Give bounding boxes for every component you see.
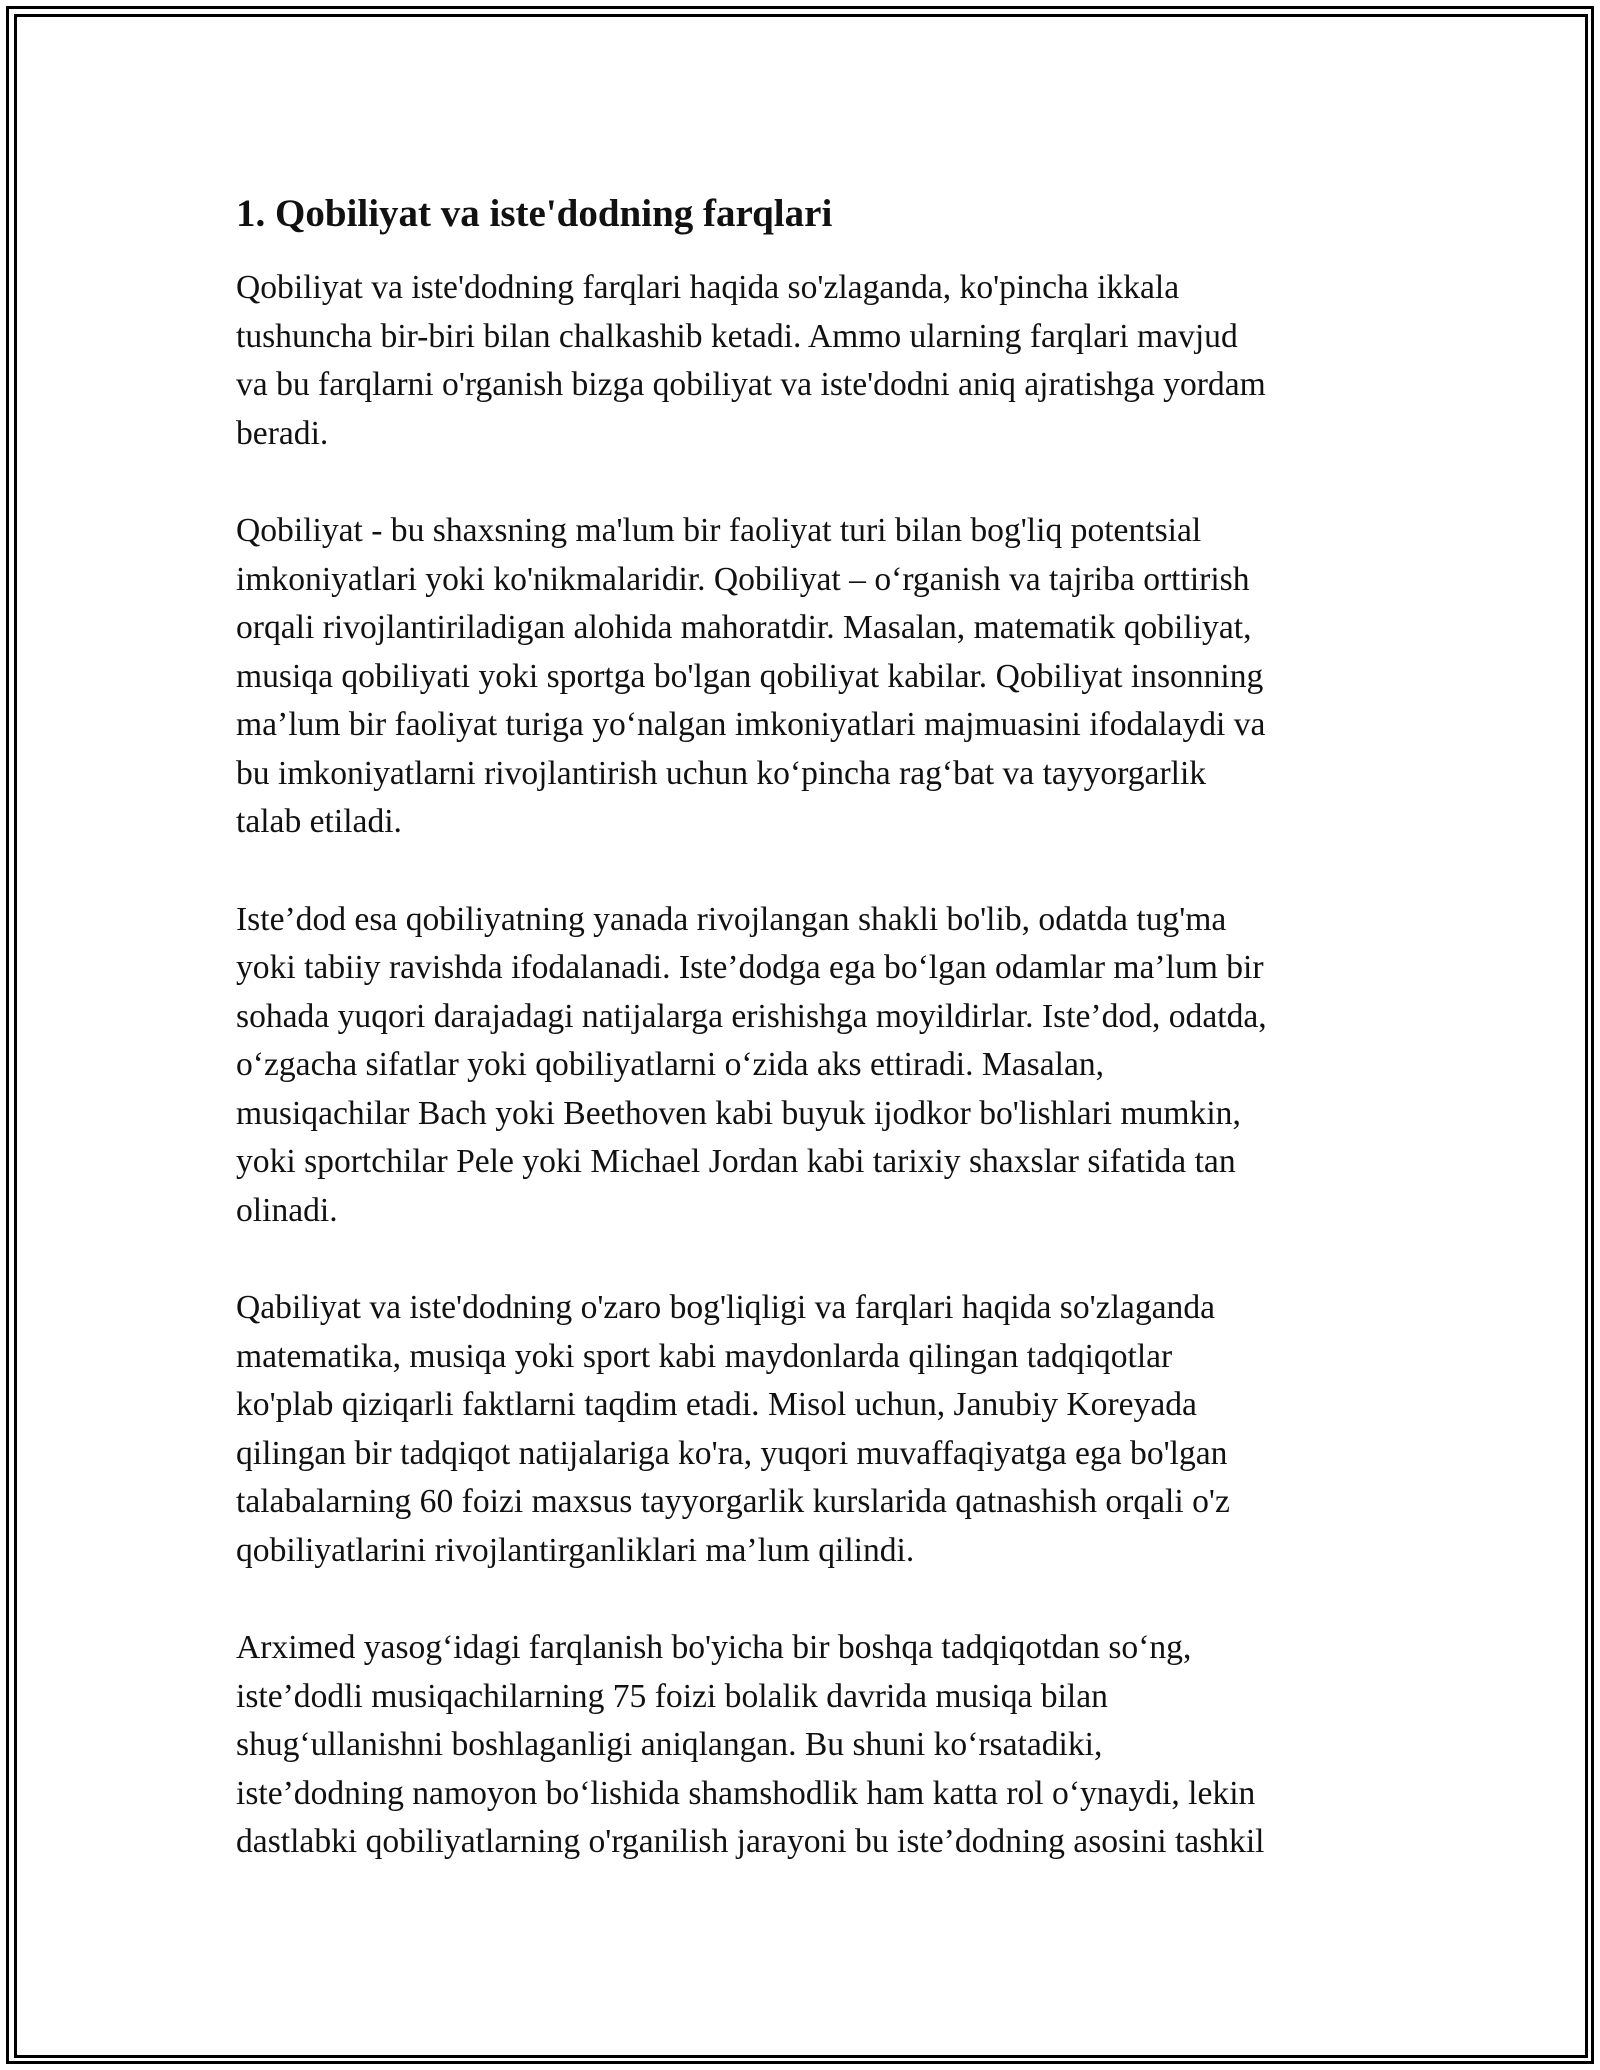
text-line: musiqachilar Bach yoki Beethoven kabi buyuk ijodkor bo'lishlari mumkin, <box>236 1094 1241 1132</box>
text-line: shug‘ullanishni boshlaganligi aniqlangan. Bu shuni ko‘rsatadiki, <box>236 1726 1103 1763</box>
text-line: iste’dodning namoyon bo‘lishida shamshodlik ham katta rol o‘ynaydi, lekin <box>236 1774 1256 1812</box>
text-line: va bu farqlarni o'rganish bizga qobiliyat va iste'dodni aniq ajratishga yordam <box>236 366 1266 403</box>
text-line: beradi. <box>236 414 329 452</box>
section-heading: 1. Qobiliyat va iste'dodning farqlari <box>236 192 833 235</box>
text-line: Arximed yasog‘idagi farqlanish bo'yicha bir boshqa tadqiqotdan so‘ng, <box>236 1629 1192 1666</box>
text-line: yoki tabiiy ravishda ifodalanadi. Iste’dodga ega bo‘lgan odamlar ma’lum bir <box>236 949 1264 986</box>
text-line: Qabiliyat va iste'dodning o'zaro bog'liqligi va farqlari haqida so'zlaganda <box>236 1289 1216 1326</box>
text-line: bu imkoniyatlarni rivojlantirish uchun ko‘pincha rag‘bat va tayyorgarlik <box>236 754 1207 792</box>
text-line: ma’lum bir faoliyat turiga yo‘nalgan imkoniyatlari majmuasini ifodalaydi va <box>236 706 1266 743</box>
text-line: Iste’dod esa qobiliyatning yanada rivojlangan shakli bo'lib, odatda tug'ma <box>236 900 1227 938</box>
text-line: qobiliyatlarini rivojlantirganliklari ma’lum qilindi. <box>236 1531 915 1569</box>
text-line: iste’dodli musiqachilarning 75 foizi bolalik davrida musiqa bilan <box>236 1677 1108 1715</box>
text-line: qilingan bir tadqiqot natijalariga ko'ra, yuqori muvaffaqiyatga ega bo'lgan <box>236 1434 1228 1472</box>
text-line: o‘zgacha sifatlar yoki qobiliyatlarni o‘zida aks ettiradi. Masalan, <box>236 1046 1105 1083</box>
text-line: imkoniyatlari yoki ko'nikmalaridir. Qobiliyat – o‘rganish va tajriba orttirish <box>236 560 1250 598</box>
text-line: sohada yuqori darajadagi natijalarga erishishga moyildirlar. Iste’dod, odatda, <box>236 997 1267 1035</box>
text-line: talabalarning 60 foizi maxsus tayyorgarlik kurslarida qatnashish orqali o'z <box>236 1483 1230 1520</box>
text-line: tushuncha bir-biri bilan chalkashib ketadi. Ammo ularning farqlari mavjud <box>236 317 1238 355</box>
text-line: olinadi. <box>236 1191 338 1229</box>
text-line: Qobiliyat - bu shaxsning ma'lum bir faoliyat turi bilan bog'liq potentsial <box>236 512 1202 549</box>
text-line: matematika, musiqa yoki sport kabi maydonlarda qilingan tadqiqotlar <box>236 1337 1173 1375</box>
paragraph-2 <box>236 507 1376 847</box>
text-line: dastlabki qobiliyatlarning o'rganilish jarayoni bu iste’dodning asosini tashkil <box>236 1823 1265 1860</box>
paragraph-5 <box>236 1624 1376 1867</box>
text-line: ko'plab qiziqarli faktlarni taqdim etadi. Misol uchun, Janubiy Koreyada <box>236 1386 1197 1423</box>
text-line: musiqa qobiliyati yoki sportga bo'lgan qobiliyat kabilar. Qobiliyat insonning <box>236 657 1264 695</box>
text-line: Qobiliyat va iste'dodning farqlari haqida so'zlaganda, ko'pincha ikkala <box>236 269 1180 306</box>
text-line: yoki sportchilar Pele yoki Michael Jordan kabi tarixiy shaxslar sifatida tan <box>236 1143 1236 1180</box>
text-line: talab etiladi. <box>236 803 402 840</box>
document-body <box>236 186 1376 1916</box>
paragraph-1 <box>236 264 1376 458</box>
paragraph-3 <box>236 896 1376 1236</box>
text-line: orqali rivojlantiriladigan alohida mahoratdir. Masalan, matematik qobiliyat, <box>236 609 1252 646</box>
paragraph-4 <box>236 1284 1376 1575</box>
